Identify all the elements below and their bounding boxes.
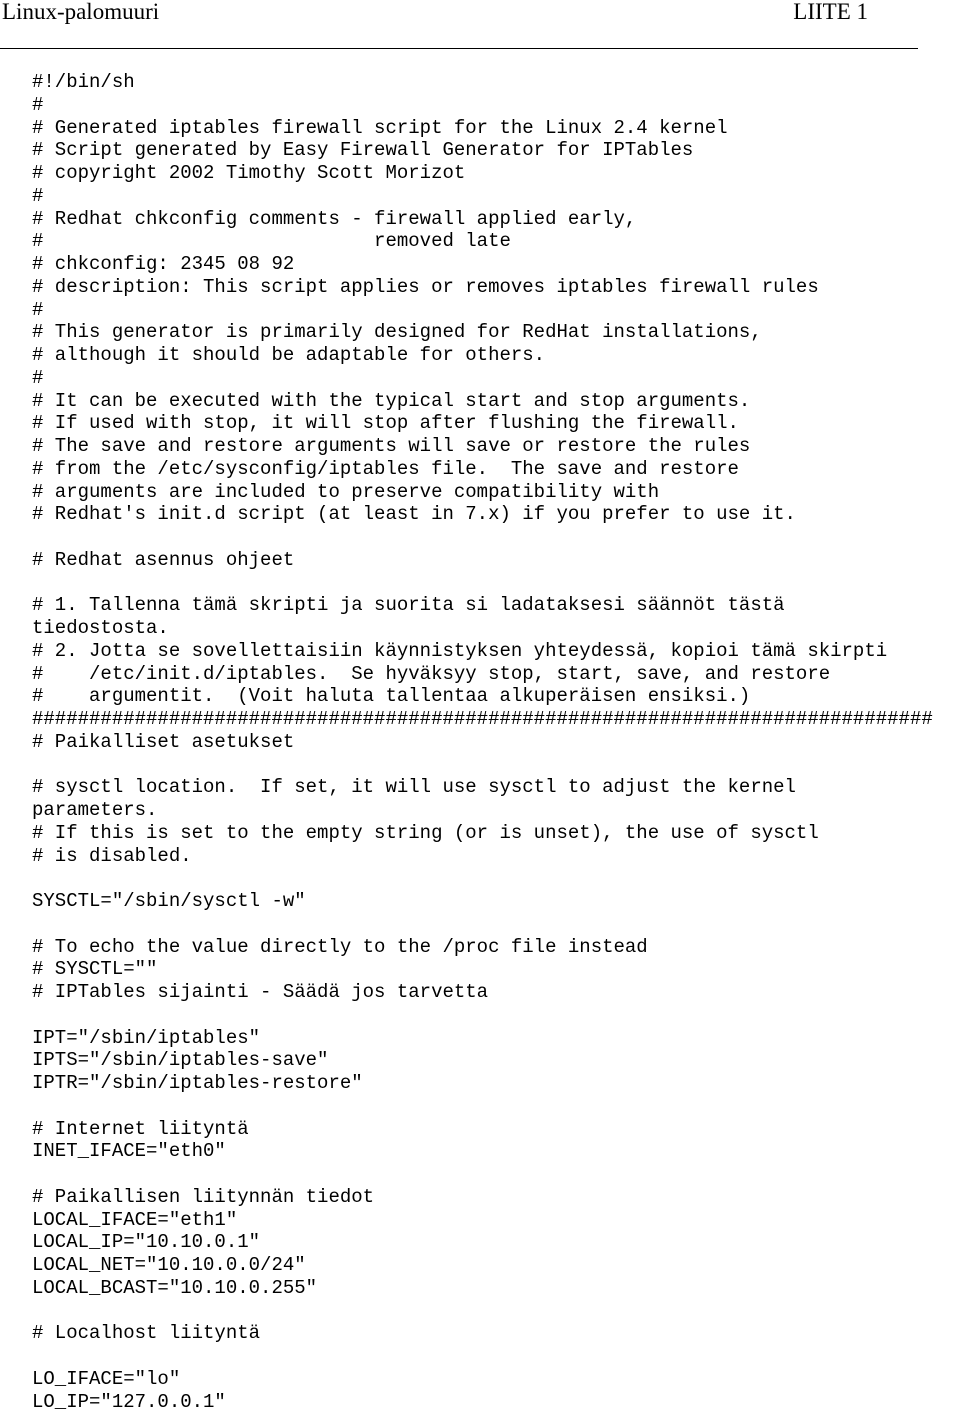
header-divider: [0, 48, 918, 49]
script-line: # is disabled.: [32, 844, 192, 867]
script-line: # This generator is primarily designed for RedHat installations,: [32, 321, 762, 344]
script-line: #: [32, 184, 44, 207]
script-line: # The save and restore arguments will save or restore the rules: [32, 435, 751, 457]
script-line: tiedostosta.: [32, 617, 169, 639]
page-header: [0, 0, 960, 50]
script-line: # Redhat asennus ohjeet: [32, 548, 295, 571]
script-line: # /etc/init.d/iptables. Se hyväksyy stop, start, save, and restore: [32, 662, 831, 685]
script-line: # Redhat chkconfig comments - firewall applied early,: [32, 207, 637, 230]
script-line: IPTR="/sbin/iptables-restore": [32, 1072, 363, 1094]
script-line: [32, 1300, 960, 1323]
script-line: # description: This script applies or removes iptables firewall rules: [32, 275, 819, 298]
script-line: [32, 1163, 960, 1186]
script-line: #: [32, 366, 44, 389]
script-line: LO_IP="127.0.0.1": [32, 1390, 226, 1413]
script-line: # If this is set to the empty string (or is unset), the use of sysctl: [32, 821, 819, 844]
script-line: [32, 572, 960, 595]
script-line: INET_IFACE="eth0": [32, 1140, 226, 1163]
script-line: # 2. Jotta se sovellettaisiin käynnistyksen yhteydessä, kopioi tämä skirpti: [32, 639, 888, 662]
script-line: [32, 1004, 960, 1027]
script-line: # 1. Tallenna tämä skripti ja suorita si ladataksesi säännöt tästä: [32, 594, 785, 617]
script-line: #: [32, 93, 44, 116]
script-line: # Script generated by Easy Firewall Generator for IPTables: [32, 139, 694, 162]
script-line: # removed late: [32, 230, 511, 253]
script-line: [32, 754, 960, 777]
script-line: # Generated iptables firewall script for the Linux 2.4 kernel: [32, 116, 728, 139]
script-line: # Localhost liityntä: [32, 1322, 261, 1345]
script-line: LOCAL_BCAST="10.10.0.255": [32, 1276, 318, 1299]
script-listing: [32, 71, 960, 1413]
script-line: parameters.: [32, 799, 158, 821]
script-line: #!/bin/sh: [32, 71, 135, 93]
script-line: # arguments are included to preserve compatibility with: [32, 480, 660, 503]
script-line: [32, 867, 960, 890]
script-line: # chkconfig: 2345 08 92: [32, 253, 295, 275]
script-line: [32, 913, 960, 936]
script-line: [32, 1345, 960, 1368]
script-line: [32, 526, 960, 549]
script-line: IPTS="/sbin/iptables-save": [32, 1049, 329, 1072]
script-line: #: [32, 298, 44, 321]
script-line: ###############################################################################: [32, 708, 933, 730]
script-line: LOCAL_IP="10.10.0.1": [32, 1231, 261, 1254]
script-line: # argumentit. (Voit haluta tallentaa alkuperäisen ensiksi.): [32, 685, 751, 708]
script-line: IPT="/sbin/iptables": [32, 1026, 261, 1049]
script-line: # To echo the value directly to the /proc file instead: [32, 935, 648, 958]
script-line: LOCAL_NET="10.10.0.0/24": [32, 1254, 306, 1276]
script-line: # copyright 2002 Timothy Scott Morizot: [32, 162, 466, 184]
script-line: # If used with stop, it will stop after flushing the firewall.: [32, 412, 739, 435]
script-line: LOCAL_IFACE="eth1": [32, 1208, 238, 1231]
script-line: # IPTables sijainti - Säädä jos tarvetta: [32, 981, 489, 1003]
script-line: # SYSCTL="": [32, 958, 158, 981]
script-line: # Internet liityntä: [32, 1117, 249, 1140]
script-line: SYSCTL="/sbin/sysctl -w": [32, 890, 306, 912]
script-line: # Paikalliset asetukset: [32, 730, 295, 753]
script-line: LO_IFACE="lo": [32, 1367, 181, 1390]
document-title: Linux-palomuuri: [2, 0, 160, 24]
script-line: [32, 1095, 960, 1118]
script-line: # It can be executed with the typical start and stop arguments.: [32, 389, 751, 412]
script-line: # although it should be adaptable for others.: [32, 344, 546, 366]
script-line: # sysctl location. If set, it will use sysctl to adjust the kernel: [32, 776, 796, 799]
script-line: # from the /etc/sysconfig/iptables file. The save and restore: [32, 457, 739, 480]
script-line: # Redhat's init.d script (at least in 7.x) if you prefer to use it.: [32, 503, 796, 526]
script-line: # Paikallisen liitynnän tiedot: [32, 1185, 375, 1208]
appendix-label: LIITE 1: [793, 0, 868, 24]
